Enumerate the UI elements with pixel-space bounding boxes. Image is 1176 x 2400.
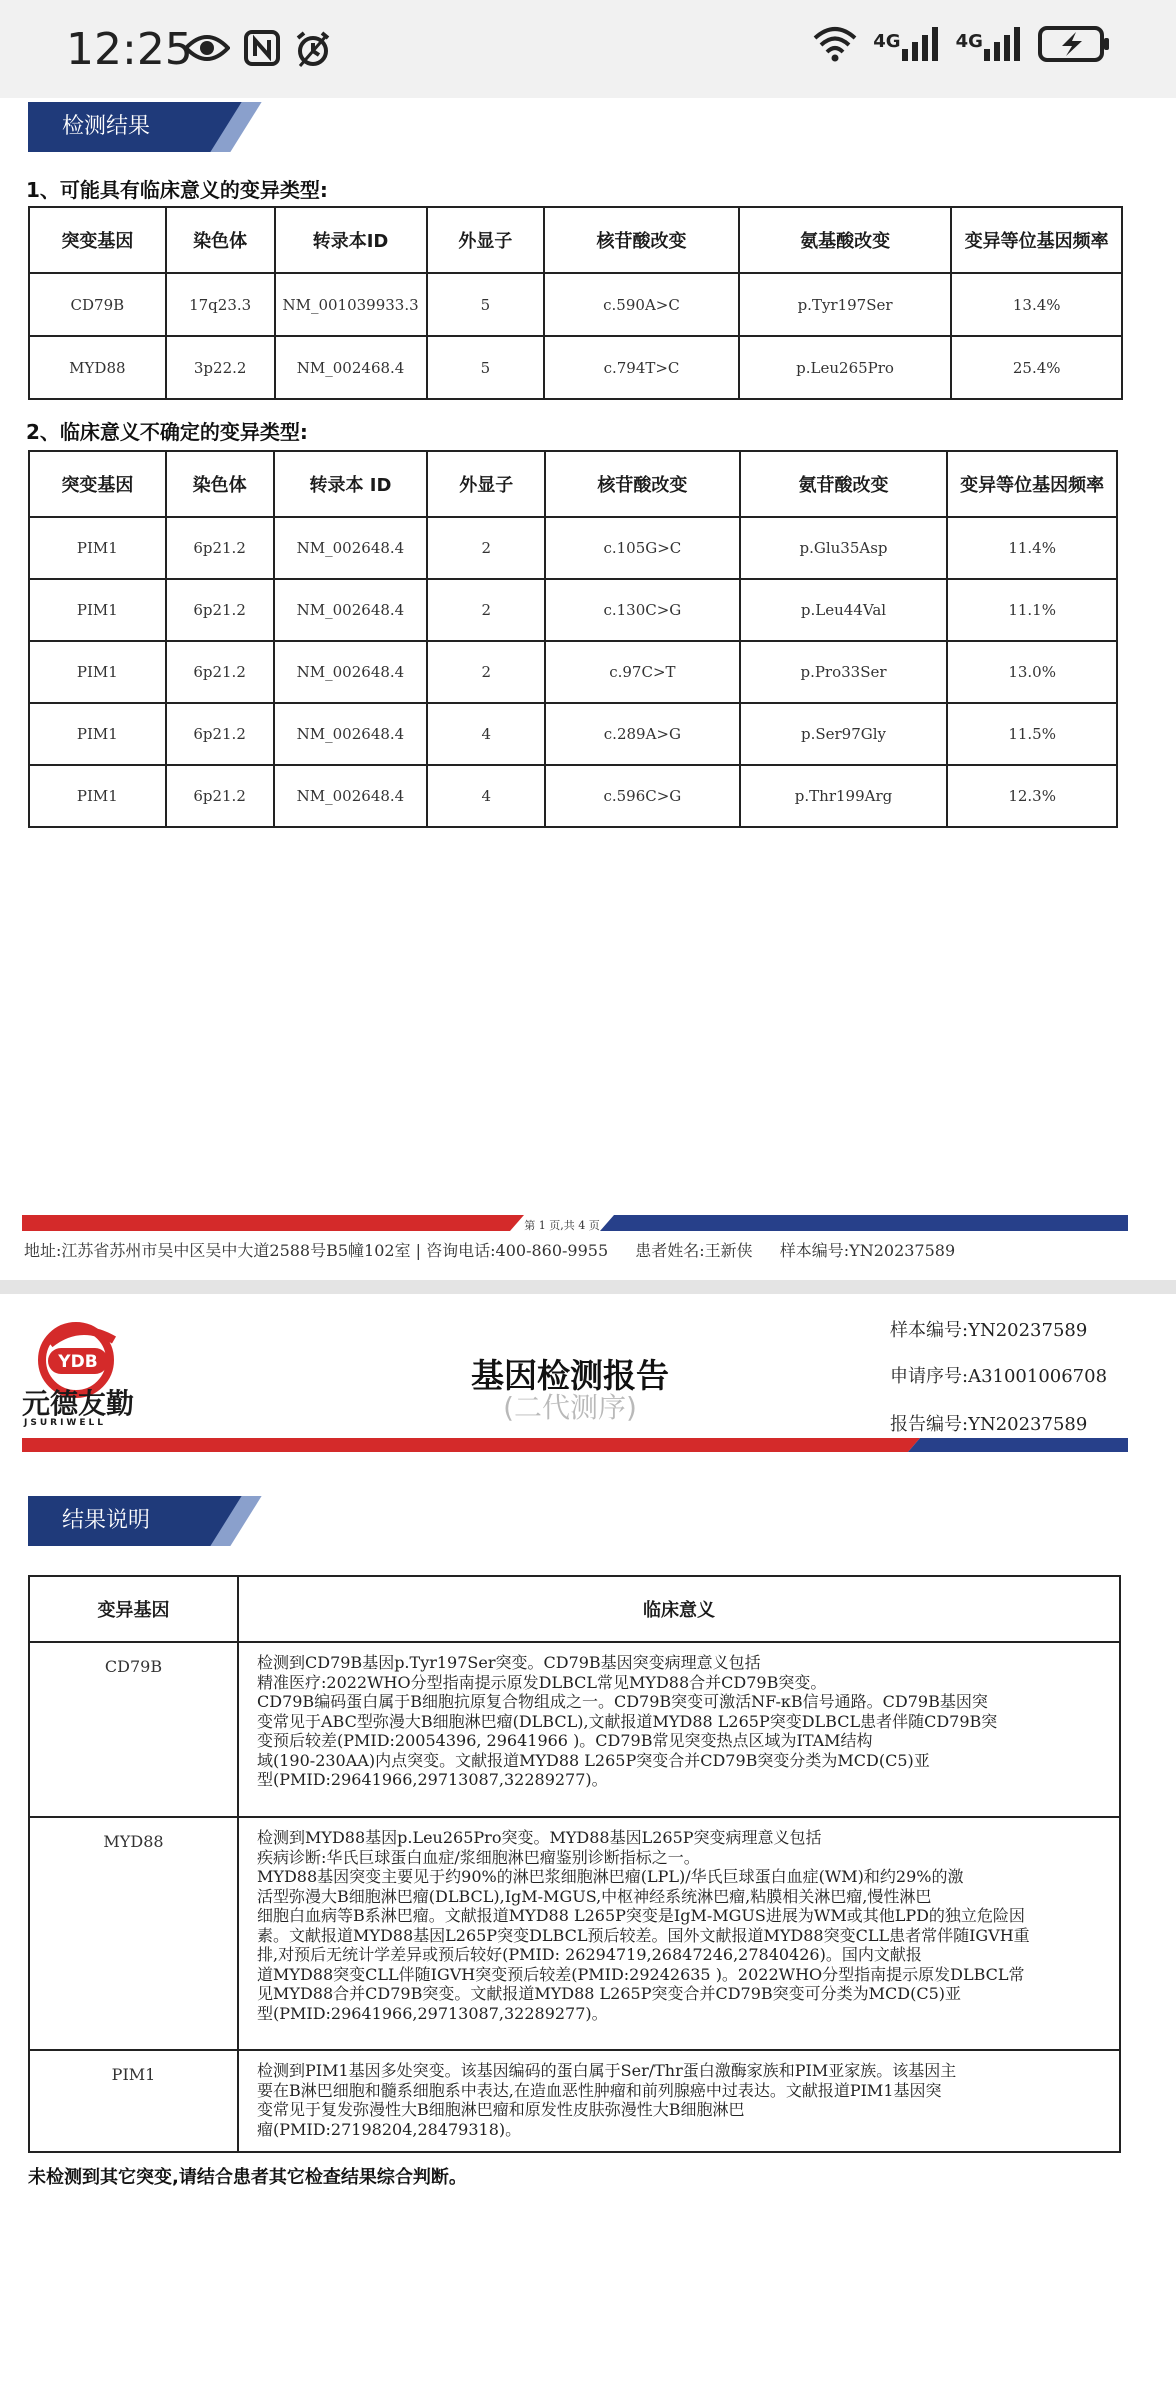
section-title-results: 检测结果 (28, 102, 218, 152)
table-cell: 6p21.2 (166, 765, 274, 827)
table-cell: c.97C>T (545, 641, 740, 703)
footer-info (24, 1238, 977, 1261)
table-cell: c.130C>G (545, 579, 740, 641)
table-row (29, 336, 1122, 399)
table-row (29, 517, 1117, 579)
table-cell: 11.4% (947, 517, 1117, 579)
table2-heading: 2、临床意义不确定的变异类型: (26, 420, 308, 444)
table-cell: 6p21.2 (166, 579, 274, 641)
footer-sample: 样本编号:YN20237589 (779, 1241, 956, 1260)
table-cell: 6p21.2 (166, 641, 274, 703)
column-header: 氨苷酸改变 (740, 451, 948, 517)
column-header: 突变基因 (29, 207, 166, 273)
footer-red-stripe (22, 1215, 510, 1231)
page-number: 第 1 页,共 4 页 (524, 1219, 600, 1232)
table-cell: 13.4% (951, 273, 1122, 336)
table-cell: NM_001039933.3 (275, 273, 427, 336)
table-cell: PIM1 (29, 641, 166, 703)
table-cell: 13.0% (947, 641, 1117, 703)
column-header: 转录本 ID (274, 451, 428, 517)
table-cell: PIM1 (29, 517, 166, 579)
footer-blue-stripe (614, 1215, 1128, 1231)
table-header-row (29, 207, 1122, 273)
status-bar (0, 0, 1176, 98)
column-header: 核苷酸改变 (545, 451, 740, 517)
table-row (29, 641, 1117, 703)
result-explanation-table (28, 1575, 1121, 2153)
header-clinical-significance: 临床意义 (238, 1576, 1120, 1642)
description-line: MYD88基因突变主要见于约90%的淋巴浆细胞淋巴瘤(LPL)/华氏巨球蛋白血症(WM)和约29%的激 (257, 1867, 964, 1886)
table-cell: 4 (427, 765, 545, 827)
final-note: 未检测到其它突变,请结合患者其它检查结果综合判断。 (28, 2167, 467, 2188)
table-cell: c.794T>C (544, 336, 739, 399)
table-cell: c.590A>C (544, 273, 739, 336)
clinical-significance-cell (238, 2050, 1120, 2152)
svg-text:YDB: YDB (58, 1352, 98, 1372)
table-cell: 2 (427, 517, 545, 579)
column-header: 核苷酸改变 (544, 207, 739, 273)
table-cell: c.596C>G (545, 765, 740, 827)
column-header: 变异等位基因频率 (947, 451, 1117, 517)
footer-patient: 患者姓名:王新侠 (635, 1241, 753, 1260)
table-cell: 2 (427, 641, 545, 703)
column-header: 转录本ID (275, 207, 427, 273)
table-cell: 3p22.2 (166, 336, 275, 399)
column-header: 外显子 (427, 451, 545, 517)
table-cell: PIM1 (29, 579, 166, 641)
table-row (29, 703, 1117, 765)
table-cell: p.Leu265Pro (739, 336, 952, 399)
table-cell: PIM1 (29, 765, 166, 827)
table-cell: NM_002648.4 (274, 641, 428, 703)
table-cell: MYD88 (29, 336, 166, 399)
description-line: 见MYD88合并CD79B突变。文献报道MYD88 L265P突变合并CD79B突变可分类为MCD(C5)亚 (257, 1984, 962, 2003)
description-line: 域(190-230AA)内点突变。文献报道MYD88 L265P突变合并CD79B突变分类为MCD(C5)亚 (257, 1750, 930, 1770)
table-cell: NM_002648.4 (274, 579, 428, 641)
description-line: 变常见于ABC型弥漫大B细胞淋巴瘤(DLBCL),文献报道MYD88 L265P突变DLBCL患者伴随CD79B突 (257, 1711, 998, 1731)
table-cell: NM_002648.4 (274, 703, 428, 765)
table-cell: 11.5% (947, 703, 1117, 765)
header-gene: 变异基因 (29, 1576, 238, 1642)
column-header: 变异等位基因频率 (951, 207, 1122, 273)
report-subtitle: (二代测序) (503, 1391, 637, 1424)
table-header-row (29, 451, 1117, 517)
signal-4g-icon: 4G (956, 27, 1022, 66)
battery-charging-icon (1038, 26, 1110, 66)
table-cell: 12.3% (947, 765, 1117, 827)
table-row (29, 273, 1122, 336)
table-cell: p.Thr199Arg (740, 765, 948, 827)
table-cell: c.289A>G (545, 703, 740, 765)
description-line: 检测到PIM1基因多处突变。该基因编码的蛋白属于Ser/Thr蛋白激酶家族和PIM亚家族。该基因主 (257, 2061, 957, 2080)
logo-subtext: JSURIWELL (24, 1418, 106, 1428)
description-line: 排,对预后无统计学差异或预后较好(PMID: 26294719,26847246,27840426)。国内文献报 (257, 1945, 922, 1964)
alarm-icon (294, 30, 332, 72)
sample-number: 样本编号:YN20237589 (890, 1320, 1088, 1341)
gene-cell: CD79B (29, 1642, 238, 1817)
table-cell: 6p21.2 (166, 703, 274, 765)
description-line: 精准医疗:2022WHO分型指南提示原发DLBCL常见MYD88合并CD79B突变。 (257, 1672, 827, 1692)
column-header: 氨基酸改变 (739, 207, 952, 273)
signal-4g-icon: 4G (873, 27, 939, 66)
nfc-icon (244, 30, 280, 72)
logo-text: 元德友勤 (22, 1387, 135, 1420)
description-line: 检测到MYD88基因p.Leu265Pro突变。MYD88基因L265P突变病理意义包括 (257, 1828, 822, 1847)
column-header: 外显子 (427, 207, 545, 273)
table-row (29, 2050, 1120, 2152)
description-line: 细胞白血病等B系淋巴瘤。文献报道MYD88 L265P突变是IgM-MGUS进展为WM或其他LPD的独立危险因 (257, 1906, 1025, 1925)
table-cell: p.Glu35Asp (740, 517, 948, 579)
description-line: 素。文献报道MYD88基因L265P突变DLBCL预后较差。国外文献报道MYD88突变CLL患者常伴随IGVH重 (257, 1925, 1030, 1945)
table-cell: c.105G>C (545, 517, 740, 579)
gene-cell: MYD88 (29, 1817, 238, 2050)
column-header: 染色体 (166, 451, 274, 517)
wifi-icon (813, 26, 857, 66)
description-line: 疾病诊断:华氏巨球蛋白血症/浆细胞淋巴瘤鉴别诊断指标之一。 (257, 1847, 700, 1867)
header-red-stripe (22, 1438, 908, 1452)
page-separator (0, 1280, 1176, 1294)
table-row (29, 579, 1117, 641)
clinical-variant-table (28, 206, 1123, 400)
description-line: 活型弥漫大B细胞淋巴瘤(DLBCL),IgM-MGUS,中枢神经系统淋巴瘤,粘膜相关淋巴瘤,慢性淋巴 (257, 1886, 932, 1906)
report-page-1 (0, 98, 1176, 1280)
table-cell: 25.4% (951, 336, 1122, 399)
table-cell: 2 (427, 579, 545, 641)
table-cell: 5 (427, 273, 545, 336)
table-cell: p.Tyr197Ser (739, 273, 952, 336)
column-header: 染色体 (166, 207, 275, 273)
table-cell: PIM1 (29, 703, 166, 765)
table-cell: 6p21.2 (166, 517, 274, 579)
report-title: 基因检测报告 (471, 1356, 669, 1395)
table-cell: 17q23.3 (166, 273, 275, 336)
table-row (29, 1642, 1120, 1817)
header-blue-stripe (920, 1438, 1128, 1452)
table-cell: CD79B (29, 273, 166, 336)
description-line: 检测到CD79B基因p.Tyr197Ser突变。CD79B基因突变病理意义包括 (257, 1653, 761, 1672)
table-cell: NM_002648.4 (274, 765, 428, 827)
table-row (29, 1817, 1120, 2050)
table-cell: NM_002468.4 (275, 336, 427, 399)
table-row (29, 765, 1117, 827)
table-cell: p.Leu44Val (740, 579, 948, 641)
description-line: 变预后较差(PMID:20054396, 29641966 )。CD79B常见突变热点区域为ITAM结构 (257, 1731, 873, 1750)
clock: 12:25 (66, 24, 193, 75)
description-line: 变常见于复发弥漫性大B细胞淋巴瘤和原发性皮肤弥漫性大B细胞淋巴 (257, 2100, 745, 2119)
description-line: 型(PMID:29641966,29713087,32289277)。 (257, 1770, 608, 1789)
section-title-explanation: 结果说明 (28, 1496, 218, 1546)
description-line: 型(PMID:29641966,29713087,32289277)。 (257, 2003, 608, 2023)
clinical-significance-cell (238, 1817, 1120, 2050)
table-cell: 4 (427, 703, 545, 765)
uncertain-variant-table (28, 450, 1118, 828)
table-header-row (29, 1576, 1120, 1642)
table-cell: p.Pro33Ser (740, 641, 948, 703)
eye-icon (184, 30, 230, 72)
table-cell: 5 (427, 336, 545, 399)
report-number: 报告编号:YN20237589 (890, 1414, 1088, 1435)
clinical-significance-cell (238, 1642, 1120, 1817)
gene-cell: PIM1 (29, 2050, 238, 2152)
table-cell: 11.1% (947, 579, 1117, 641)
column-header: 突变基因 (29, 451, 166, 517)
footer-bar (22, 1215, 1128, 1231)
description-line: 要在B淋巴细胞和髓系细胞系中表达,在造血恶性肿瘤和前列腺癌中过表达。文献报道PIM1基因突 (257, 2080, 942, 2100)
table1-heading: 1、可能具有临床意义的变异类型: (26, 178, 328, 202)
footer-address: 地址:江苏省苏州市吴中区吴中大道2588号B5幢102室 | 咨询电话:400-860-9955 (24, 1241, 609, 1260)
application-number: 申请序号:A31001006708 (890, 1366, 1108, 1387)
description-line: CD79B编码蛋白属于B细胞抗原复合物组成之一。CD79B突变可激活NF-κB信号通路。CD79B基因突 (257, 1692, 988, 1711)
table-cell: NM_002648.4 (274, 517, 428, 579)
table-cell: p.Ser97Gly (740, 703, 948, 765)
description-line: 瘤(PMID:27198204,28479318)。 (257, 2119, 522, 2139)
description-line: 道MYD88突变CLL伴随IGVH突变预后较差(PMID:29242635 )。2022WHO分型指南提示原发DLBCL常 (257, 1964, 1025, 1984)
